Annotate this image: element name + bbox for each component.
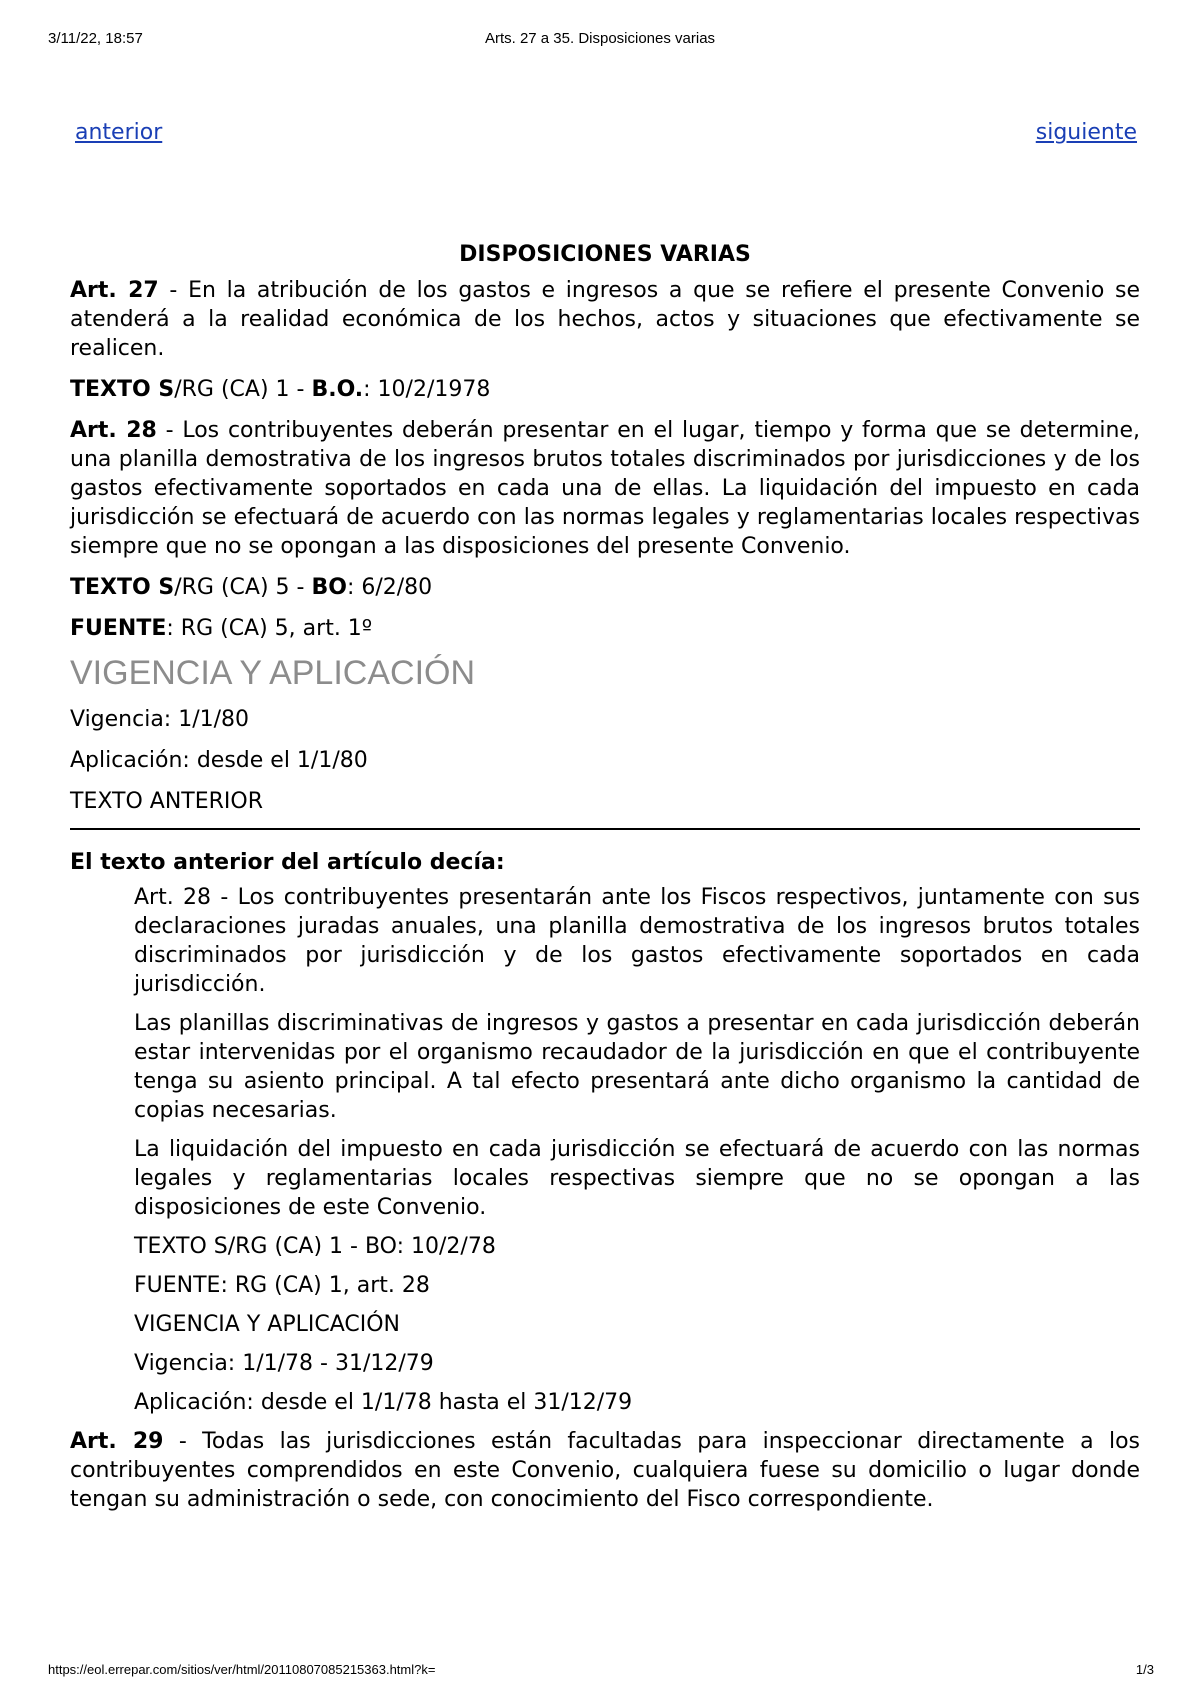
section-title: DISPOSICIONES VARIAS bbox=[459, 242, 751, 267]
print-footer bbox=[0, 1662, 1200, 1682]
article-27 bbox=[70, 276, 1140, 363]
article-text: - Todas las jurisdicciones están facultadas para inspeccionar directamente a los contribuyentes comprendidos en este Convenio, cualquiera fuese su domicilio o lugar donde tengan su administración o sede, con conocimiento del Fisco correspondiente. bbox=[70, 1429, 1140, 1512]
previous-paragraph-1: Art. 28 - Los contribuyentes presentarán ante los Fiscos respectivos, juntamente con sus declaraciones juradas anuales, una planilla demostrativa de los ingresos brutos totales discriminados por jurisdicción y de los gastos efectivamente soportados en cada jurisdicción. bbox=[134, 885, 1140, 997]
article-text: - Los contribuyentes deberán presentar en el lugar, tiempo y forma que se determine, una planilla demostrativa de los ingresos brutos totales discriminados por jurisdicciones y de los gastos efectivamente soportados en cada una de ellas. La liquidación del impuesto en cada jurisdicción se efectuará de acuerdo con las normas legales y reglamentarias locales respectivas siempre que no se opongan a las disposiciones del presente Convenio. bbox=[70, 418, 1140, 559]
ref-texto-label: TEXTO S bbox=[70, 575, 175, 600]
print-page-title: Arts. 27 a 35. Disposiciones varias bbox=[484, 30, 716, 47]
page-number: 1/3 bbox=[1135, 1662, 1154, 1677]
article-27-source bbox=[70, 375, 1140, 404]
article-29 bbox=[70, 1427, 1140, 1514]
article-28-source bbox=[70, 573, 1140, 602]
ref-bo-label: B.O. bbox=[311, 377, 364, 402]
ref-rg: /RG (CA) 5 - bbox=[174, 575, 312, 600]
ref-bo-label: BO bbox=[311, 575, 347, 600]
article-28 bbox=[70, 416, 1140, 561]
article-28-fuente bbox=[70, 614, 1140, 643]
fuente-text: : RG (CA) 5, art. 1º bbox=[166, 616, 373, 641]
print-header bbox=[0, 30, 1200, 50]
next-link[interactable]: siguiente bbox=[1035, 120, 1137, 145]
ref-bo-date: : 6/2/80 bbox=[346, 575, 433, 600]
article-label: Art. 29 bbox=[70, 1429, 164, 1454]
previous-paragraph-2: Las planillas discriminativas de ingresos y gastos a presentar en cada jurisdicción deberán estar intervenidas por el organismo recaudador de la jurisdicción en que el contribuyente tenga su asiento principal. A tal efecto presentará ante dicho organismo la cantidad de copias necesarias. bbox=[134, 1011, 1140, 1123]
previous-text-heading: El texto anterior del artículo decía: bbox=[70, 850, 505, 875]
ref-rg: /RG (CA) 1 - bbox=[174, 377, 312, 402]
print-url: https://eol.errepar.com/sitios/ver/html/20110807085215363.html?k= bbox=[48, 1662, 436, 1677]
vigencia-text: Vigencia: 1/1/80 bbox=[70, 707, 250, 732]
previous-fuente: FUENTE: RG (CA) 1, art. 28 bbox=[134, 1273, 430, 1298]
ref-texto-label: TEXTO S bbox=[70, 377, 175, 402]
aplicacion-text: Aplicación: desde el 1/1/80 bbox=[70, 748, 368, 773]
divider bbox=[70, 828, 1140, 830]
previous-vigencia: Vigencia: 1/1/78 - 31/12/79 bbox=[134, 1351, 434, 1376]
texto-anterior-label: TEXTO ANTERIOR bbox=[70, 789, 263, 814]
ref-bo-date: : 10/2/1978 bbox=[363, 377, 491, 402]
article-label: Art. 28 bbox=[70, 418, 157, 443]
previous-text-quote bbox=[134, 883, 1140, 1417]
previous-vigencia-heading: VIGENCIA Y APLICACIÓN bbox=[134, 1312, 400, 1337]
document-body bbox=[70, 240, 1140, 1526]
article-label: Art. 27 bbox=[70, 278, 159, 303]
previous-paragraph-3: La liquidación del impuesto en cada jurisdicción se efectuará de acuerdo con las normas legales y reglamentarias locales respectivas siempre que no se opongan a las disposiciones de este Convenio. bbox=[134, 1137, 1140, 1220]
print-datetime: 3/11/22, 18:57 bbox=[48, 30, 143, 47]
vigencia-heading: VIGENCIA Y APLICACIÓN bbox=[70, 654, 476, 692]
previous-aplicacion: Aplicación: desde el 1/1/78 hasta el 31/12/79 bbox=[134, 1390, 633, 1415]
previous-link[interactable]: anterior bbox=[75, 120, 163, 145]
fuente-label: FUENTE bbox=[70, 616, 167, 641]
article-text: - En la atribución de los gastos e ingresos a que se refiere el presente Convenio se atenderá a la realidad económica de los hechos, actos y situaciones que efectivamente se realicen. bbox=[70, 278, 1140, 361]
previous-texto: TEXTO S/RG (CA) 1 - BO: 10/2/78 bbox=[134, 1234, 496, 1259]
